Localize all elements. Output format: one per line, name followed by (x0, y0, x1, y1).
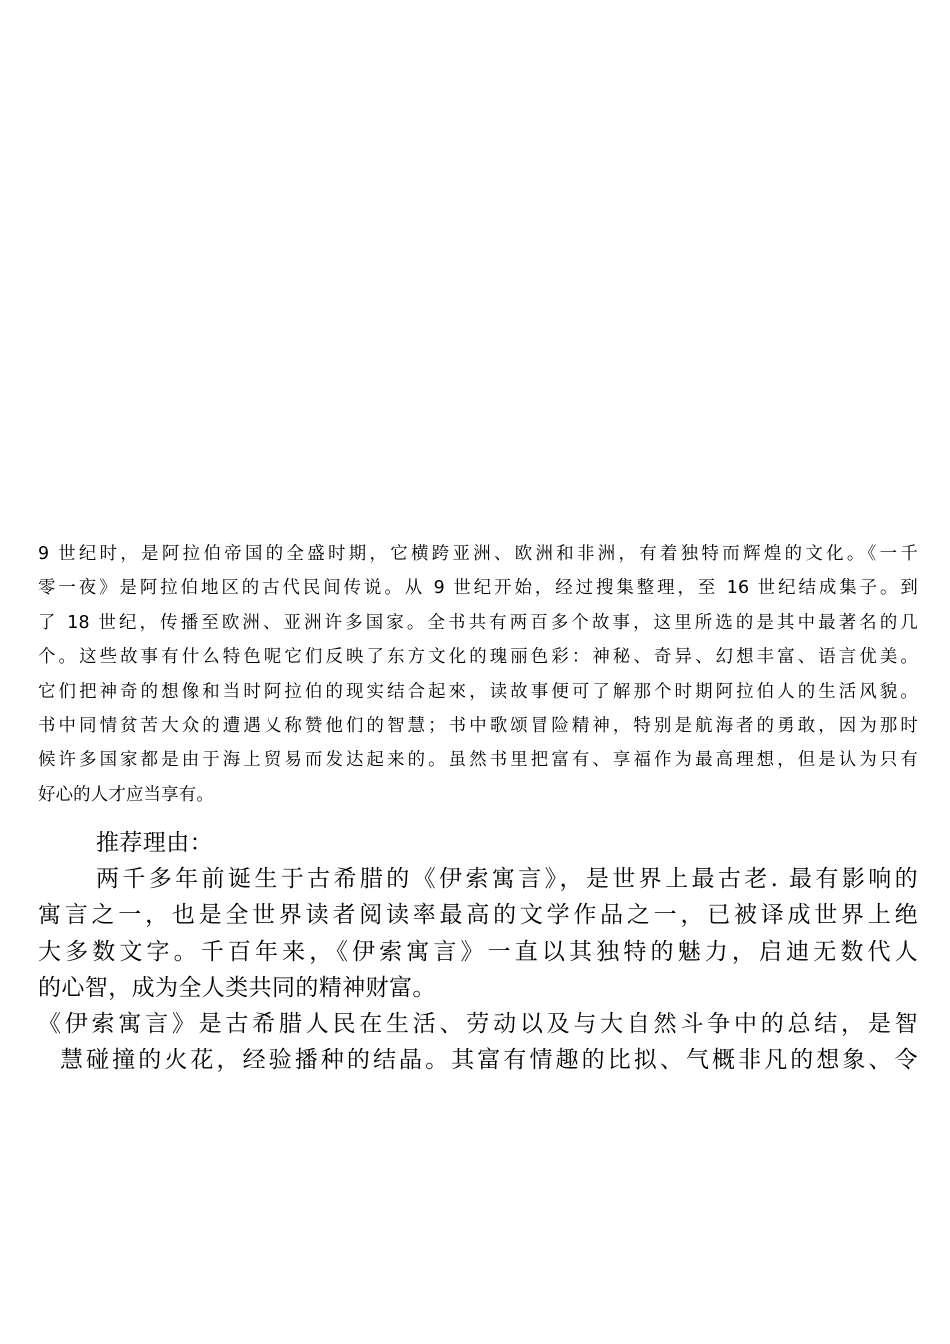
recommendation-paragraph-2 (38, 1006, 918, 1078)
intro-line: 了 18 世纪，传播至欧洲、亚洲许多国家。全书共有两百多个故事，这里所选的是其中最著名的几 (38, 612, 918, 633)
intro-line: 个。这些故事有什么特色呢它们反映了东方文化的瑰丽色彩：神秘、奇异、幻想丰富、语言优美。 (38, 647, 918, 668)
paragraph-line: 大多数文字。千百年来，《伊索寓言》一直以其独特的魅力，启迪无数代人 (38, 938, 918, 965)
intro-line: 好心的人才应当享有。 (38, 784, 214, 805)
intro-line: 候许多国家都是由于海上贸易而发达起来的。虽然书里把富有、享福作为最高理想，但是认为只有 (38, 750, 918, 771)
intro-line: 它们把神奇的想像和当时阿拉伯的现实结合起來，读故事便可了解那个时期阿拉伯人的生活风貌。 (38, 681, 918, 702)
intro-line: 零一夜》是阿拉伯地区的古代民间传说。从 9 世纪开始，经过搜集整理，至 16 世纪结成集子。到 (38, 578, 918, 599)
section-heading: 推荐理由： (96, 830, 213, 856)
recommendation-section (38, 825, 918, 1078)
paragraph-line: 两千多年前诞生于古希腊的《伊索寓言》，是世界上最古老. 最有影响的 (96, 866, 918, 893)
paragraph-line: 《伊索寓言》是古希腊人民在生活、劳动以及与大自然斗争中的总结，是智 (38, 1011, 918, 1038)
intro-line: 书中同情贫苦大众的遭遇乂称赞他们的智慧；书中歌颂冒险精神，特别是航海者的勇敢，因为那时 (38, 716, 918, 737)
intro-paragraph (38, 537, 918, 812)
paragraph-line: 寓言之一，也是全世界读者阅读率最高的文学作品之一，已被译成世界上绝 (38, 902, 918, 929)
paragraph-line: 慧碰撞的火花，经验播种的结晶。其富有情趣的比拟、气概非凡的想象、令 (60, 1047, 918, 1074)
intro-line: 9 世纪时，是阿拉伯帝国的全盛时期，它横跨亚洲、欧洲和非洲，有着独特而辉煌的文化。《一千 (38, 544, 918, 564)
paragraph-line: 的心智，成为全人类共同的精神财富。 (38, 974, 436, 1001)
recommendation-paragraph-1 (38, 861, 918, 1006)
